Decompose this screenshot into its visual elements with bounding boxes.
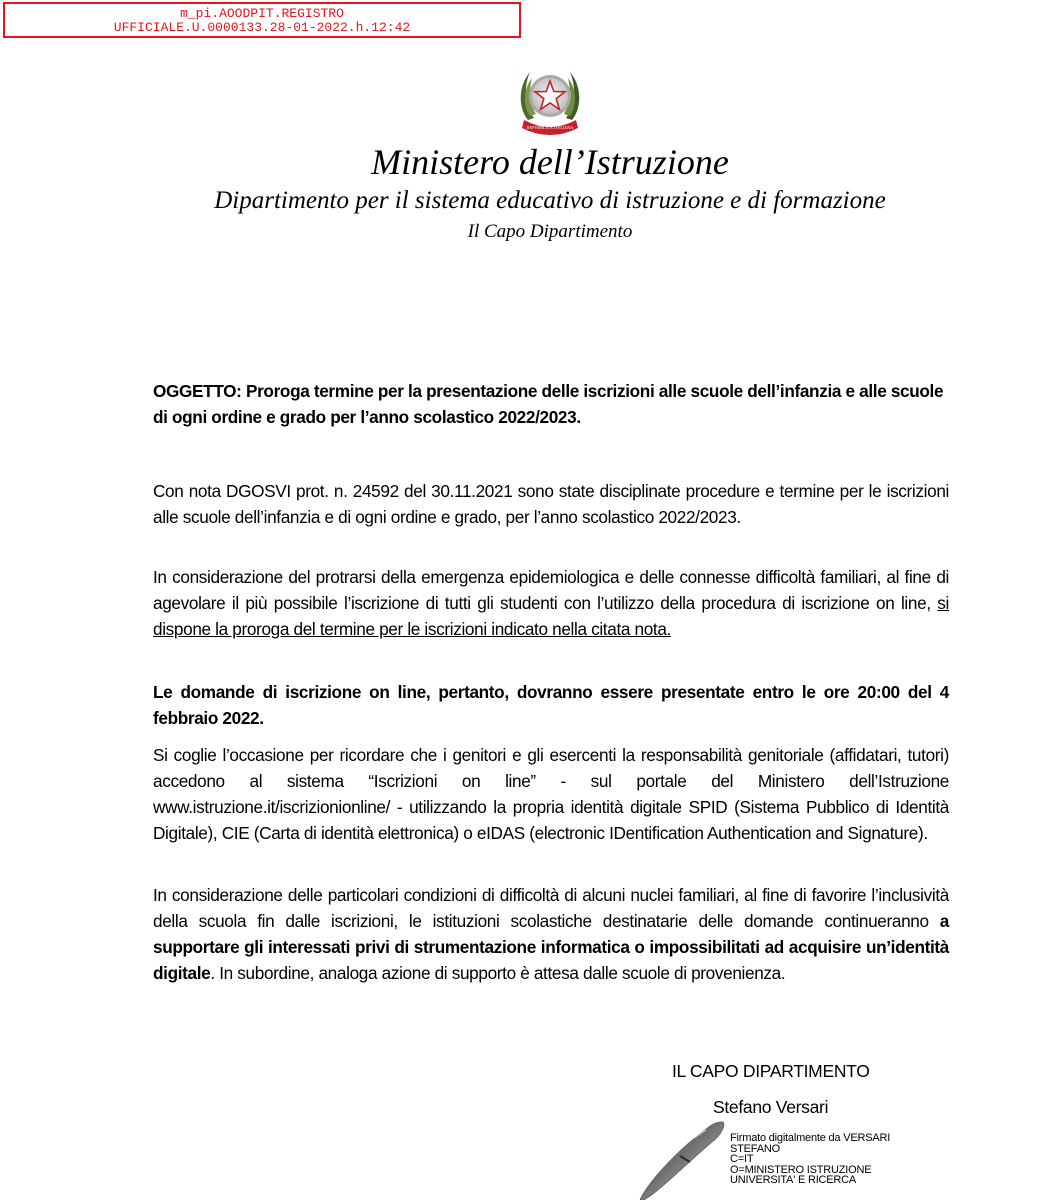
ministry-title: Ministero dell’Istruzione (371, 142, 729, 182)
paragraph-access-info: Si coglie l’occasione per ricordare che i genitori e gli esercenti la responsabilità genitoriale (affidatari, tutori) accedono al sistema “Iscrizioni on line” - sul portale del Ministero dell’Istruzione www.istruzione.it/iscrizionionline/ - utilizzando la propria identità digitale SPID (Sistema Pubblico di Identità Digitale), CIE (Carta di identità elettronica) o eIDAS (electronic IDentification Authentication and Signature). (153, 745, 949, 843)
digital-signature-line: C=IT (730, 1153, 754, 1165)
emblem-of-italy-icon (514, 58, 586, 136)
paragraph-support (153, 882, 949, 986)
paragraph-extension (153, 564, 949, 642)
signature-title: IL CAPO DIPARTIMENTO (672, 1061, 870, 1081)
protocol-stamp-line1: m_pi.AOODPIT.REGISTRO (180, 6, 344, 21)
protocol-stamp (3, 2, 521, 38)
paragraph-deadline: Le domande di iscrizione on line, pertanto, dovranno essere presentate entro le ore 20:00 del 4 febbraio 2022. (153, 682, 949, 728)
digital-signature-line: Firmato digitalmente da VERSARI (730, 1132, 891, 1144)
digital-signature-line: UNIVERSITA' E RICERCA (730, 1174, 857, 1186)
paragraph-extension-underlined: si dispone la proroga del termine per le iscrizioni indicato nella citata nota. (153, 593, 949, 639)
paragraph-support-bold: a supportare gli interessati privi di strumentazione informatica o impossibilitati ad acquisire un’identità digitale (153, 911, 949, 983)
subject-line: OGGETTO: Proroga termine per la presentazione delle iscrizioni alle scuole dell’infanzia e alle scuole di ogni ordine e grado per l’anno scolastico 2022/2023. (153, 381, 944, 427)
protocol-stamp-line2: UFFICIALE.U.0000133.28-01-2022.h.12:42 (113, 20, 411, 35)
svg-text:REPVBBLICA ITALIANA: REPVBBLICA ITALIANA (526, 125, 574, 130)
department-title: Dipartimento per il sistema educativo di istruzione e di formazione (214, 187, 886, 214)
digital-signature-line: STEFANO (730, 1142, 780, 1155)
paragraph-support-text: In considerazione delle particolari condizioni di difficoltà di alcuni nuclei familiari, al fine di favorire l’inclusività della scuola fin dalle iscrizioni, le istituzioni scolastiche destinatarie delle domande continueranno (153, 885, 949, 931)
paragraph-extension-text: In considerazione del protrarsi della emergenza epidemiologica e delle connesse difficoltà familiari, al fine di agevolare il più possibile l’iscrizione di tutti gli studenti con l’utilizzo della procedura di iscrizione on line, (153, 567, 949, 613)
paragraph-support-end: . In subordine, analoga azione di supporto è attesa dalle scuole di provenienza. (210, 963, 786, 983)
digital-signature-block (730, 1133, 890, 1186)
office-title: Il Capo Dipartimento (467, 221, 633, 242)
paragraph-reference-note: Con nota DGOSVI prot. n. 24592 del 30.11.2021 sono state disciplinate procedure e termine per le iscrizioni alle scuole dell’infanzia e di ogni ordine e grado, per l’anno scolastico 2022/2023. (153, 481, 949, 527)
pen-icon (634, 1118, 730, 1200)
signature-name: Stefano Versari (713, 1097, 829, 1117)
digital-signature-line: O=MINISTERO ISTRUZIONE (730, 1163, 872, 1176)
